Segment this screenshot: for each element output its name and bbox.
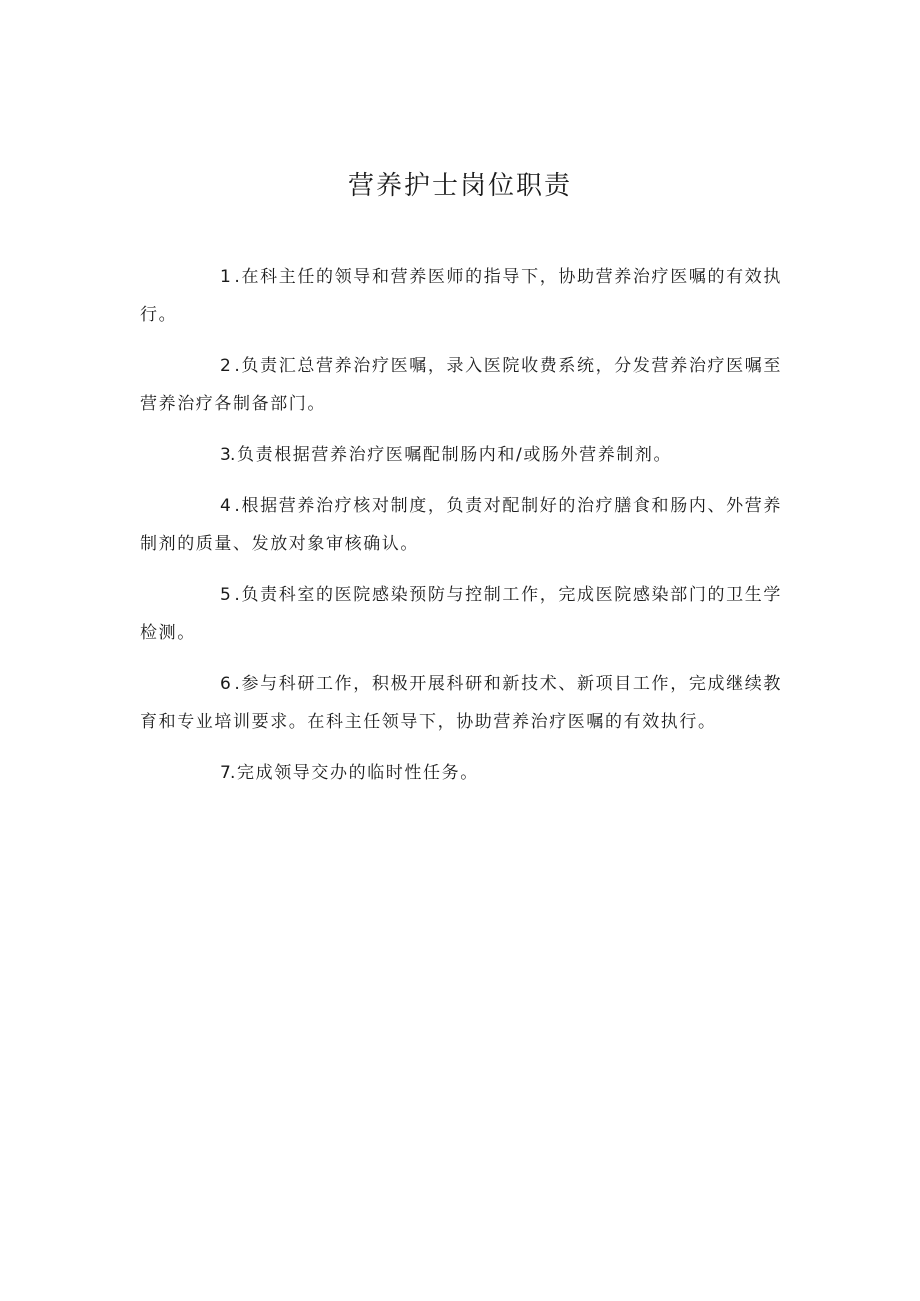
- page-title: 营养护士岗位职责: [347, 171, 572, 201]
- duty-item-1: [140, 258, 782, 334]
- duty-item-2: [140, 347, 782, 423]
- duty-item-6: [140, 665, 782, 741]
- duty-item-4: [140, 487, 782, 563]
- item-text: .负责根据营养治疗医嘱配制肠内和/或肠外营养制剂。: [230, 445, 673, 465]
- duty-item-7: [140, 754, 782, 792]
- duty-item-5: [140, 576, 782, 652]
- item-text: .参与科研工作，积极开展科研和新技术、新项目工作，完成继续教育和专业培训要求。在科主任领导下，协助营养治疗医嘱的有效执行。: [140, 674, 782, 732]
- item-number: 7: [220, 763, 233, 783]
- item-number: 4: [220, 496, 233, 516]
- duty-item-3: [140, 436, 782, 474]
- item-number: 2: [220, 356, 233, 376]
- duty-list: [140, 258, 782, 805]
- item-number: 6: [220, 674, 233, 694]
- item-number: 3: [220, 445, 233, 465]
- item-number: 1: [220, 267, 233, 287]
- item-text: .完成领导交办的临时性任务。: [230, 763, 479, 783]
- item-text: .负责科室的医院感染预防与控制工作，完成医院感染部门的卫生学检测。: [140, 585, 782, 643]
- item-number: 5: [220, 585, 233, 605]
- item-text: .根据营养治疗核对制度，负责对配制好的治疗膳食和肠内、外营养制剂的质量、发放对象审核确认。: [140, 496, 782, 554]
- item-text: .在科主任的领导和营养医师的指导下，协助营养治疗医嘱的有效执行。: [140, 267, 782, 325]
- item-text: .负责汇总营养治疗医嘱，录入医院收费系统，分发营养治疗医嘱至营养治疗各制备部门。: [140, 356, 782, 414]
